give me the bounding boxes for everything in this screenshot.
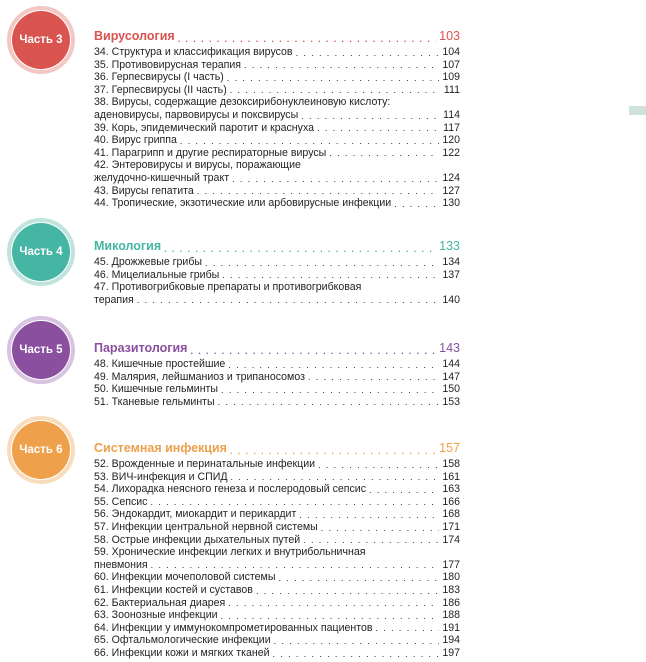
- entry-title: 51. Тканевые гельминты: [94, 395, 215, 408]
- dot-leader: [296, 47, 439, 59]
- entry-title: 55. Сепсис: [94, 495, 148, 508]
- entry-page-number: 144: [442, 358, 460, 370]
- section-heading[interactable]: [94, 238, 460, 255]
- dot-leader: [301, 110, 439, 122]
- entry-title: 62. Бактериальная диарея: [94, 596, 226, 609]
- dot-leader: [303, 534, 439, 546]
- toc-list: [94, 440, 460, 660]
- dot-leader: [321, 522, 439, 534]
- entry-page-number: 197: [442, 646, 460, 659]
- dot-leader: [369, 484, 439, 496]
- part-badge: Часть 4: [12, 223, 70, 281]
- entry-title: 56. Эндокардит, миокардит и перикардит: [94, 508, 297, 521]
- dot-leader: [230, 445, 436, 457]
- toc-list: [94, 28, 460, 210]
- toc-entry[interactable]: [94, 571, 460, 584]
- dot-leader: [273, 648, 439, 660]
- entry-page-number: 191: [442, 621, 460, 634]
- entry-page-number: 107: [442, 58, 460, 71]
- toc-entry[interactable]: [94, 508, 460, 521]
- toc-entry[interactable]: [94, 269, 460, 282]
- dot-leader: [164, 243, 436, 255]
- dot-leader: [376, 622, 440, 634]
- entry-title: 53. ВИЧ-инфекция и СПИД: [94, 470, 228, 483]
- entry-page-number: 137: [442, 268, 460, 281]
- toc-entry[interactable]: [94, 521, 460, 534]
- entry-title: 36. Герпесвирусы (I часть): [94, 71, 224, 84]
- entry-page-number: 163: [442, 483, 460, 496]
- toc-entry[interactable]: [94, 584, 460, 597]
- entry-title: 52. Врожденные и перинатальные инфекции: [94, 458, 316, 470]
- entry-page-number: 150: [442, 383, 460, 396]
- entry-page-number: 114: [443, 108, 460, 121]
- toc-entry[interactable]: [94, 172, 460, 185]
- entry-page-number: 168: [442, 508, 460, 521]
- toc-entry-first-line: 38. Вирусы, содержащие дезоксирибонуклеиновую кислоту:: [94, 96, 391, 109]
- section-page-number: 143: [439, 341, 460, 355]
- entry-page-number: 127: [442, 184, 460, 197]
- section-title: Паразитология: [94, 341, 188, 355]
- toc-entry[interactable]: [94, 59, 460, 72]
- dot-leader: [232, 173, 439, 185]
- entry-title: 58. Острые инфекции дыхательных путей: [94, 533, 301, 546]
- toc-entry[interactable]: [94, 534, 460, 547]
- toc-list: [94, 340, 460, 408]
- toc-entry[interactable]: [94, 109, 460, 122]
- entry-title: 37. Герпесвирусы (II часть): [94, 83, 227, 96]
- toc-entry[interactable]: [94, 471, 460, 484]
- section-page-number: 157: [439, 441, 460, 455]
- dot-leader: [221, 384, 439, 396]
- section-page-number: 133: [439, 239, 460, 253]
- entry-title: 34. Структура и классификация вирусов: [94, 46, 293, 58]
- part-badge: Часть 3: [12, 11, 70, 69]
- entry-page-number: 194: [442, 634, 460, 647]
- dot-leader: [227, 72, 439, 84]
- dot-leader: [222, 269, 439, 281]
- dot-leader: [197, 185, 439, 197]
- dot-leader: [329, 147, 439, 159]
- toc-entry[interactable]: [94, 559, 460, 572]
- dot-leader: [178, 33, 436, 45]
- entry-title: 35. Противовирусная терапия: [94, 58, 242, 71]
- entry-title: 49. Малярия, лейшманиоз и трипаносомоз: [94, 370, 305, 383]
- entry-title: 54. Лихорадка неясного генеза и послеродовый сепсис: [94, 483, 367, 496]
- entry-title: 44. Тропические, экзотические или арбовирусные инфекции: [94, 197, 392, 210]
- dot-leader: [228, 597, 439, 609]
- entry-page-number: 158: [442, 458, 460, 470]
- entry-title: 63. Зоонозные инфекции: [94, 609, 218, 622]
- dot-leader: [221, 610, 439, 622]
- toc-entry[interactable]: [94, 134, 460, 147]
- entry-page-number: 161: [442, 470, 460, 483]
- entry-page-number: 111: [443, 83, 460, 96]
- section-heading[interactable]: [94, 28, 460, 45]
- entry-title: 39. Корь, эпидемический паротит и краснуха: [94, 121, 315, 134]
- entry-title: 61. Инфекции костей и суставов: [94, 583, 253, 596]
- dot-leader: [205, 257, 439, 269]
- entry-page-number: 180: [442, 571, 460, 584]
- dot-leader: [218, 396, 439, 408]
- entry-title: 40. Вирус гриппа: [94, 134, 177, 147]
- entry-page-number: 109: [442, 71, 460, 84]
- toc-entry[interactable]: [94, 622, 460, 635]
- toc-entry[interactable]: [94, 71, 460, 84]
- section-title: Микология: [94, 239, 162, 253]
- dot-leader: [244, 59, 439, 71]
- entry-page-number: 140: [442, 293, 460, 306]
- entry-title: желудочно-кишечный тракт: [94, 171, 230, 184]
- toc-entry-first-line: 59. Хронические инфекции легких и внутрибольничная: [94, 546, 366, 559]
- toc-entry[interactable]: [94, 609, 460, 622]
- section-title: Системная инфекция: [94, 441, 227, 455]
- entry-page-number: 188: [442, 609, 460, 622]
- dot-leader: [231, 471, 439, 483]
- section-heading[interactable]: [94, 340, 460, 357]
- toc-entry[interactable]: [94, 396, 460, 409]
- entry-page-number: 174: [442, 533, 460, 546]
- dot-leader: [137, 294, 439, 306]
- entry-title: 66. Инфекции кожи и мягких тканей: [94, 646, 270, 659]
- toc-entry-first-line: 47. Противогрибковые препараты и противогрибковая: [94, 281, 362, 294]
- dot-leader: [318, 459, 439, 471]
- section-page-number: 103: [439, 29, 460, 43]
- entry-page-number: 166: [442, 495, 460, 508]
- dot-leader: [394, 198, 439, 210]
- toc-entry[interactable]: [94, 371, 460, 384]
- entry-page-number: 147: [442, 370, 460, 383]
- entry-page-number: 186: [442, 596, 460, 609]
- toc-entry[interactable]: [94, 597, 460, 610]
- toc-entry[interactable]: [94, 197, 460, 210]
- page-edge-tab: [629, 106, 646, 115]
- entry-title: пневмония: [94, 558, 148, 571]
- part-badge: Часть 6: [12, 421, 70, 479]
- toc-entry[interactable]: [94, 358, 460, 371]
- dot-leader: [151, 559, 439, 571]
- toc-entry[interactable]: [94, 496, 460, 509]
- toc-entry[interactable]: [94, 84, 460, 97]
- dot-leader: [308, 371, 439, 383]
- section-heading[interactable]: [94, 440, 460, 457]
- dot-leader: [190, 345, 436, 357]
- entry-title: терапия: [94, 293, 134, 306]
- entry-title: 48. Кишечные простейшие: [94, 358, 226, 370]
- toc-entry[interactable]: [94, 147, 460, 160]
- entry-page-number: 120: [442, 134, 460, 147]
- dot-leader: [230, 84, 439, 96]
- entry-title: 45. Дрожжевые грибы: [94, 256, 203, 268]
- entry-page-number: 153: [442, 395, 460, 408]
- entry-title: 46. Мицелиальные грибы: [94, 268, 220, 281]
- toc-entry-first-line: 42. Энтеровирусы и вирусы, поражающие: [94, 159, 301, 172]
- section-title: Вирусология: [94, 29, 175, 43]
- entry-title: 41. Парагрипп и другие респираторные вирусы: [94, 146, 327, 159]
- entry-page-number: 104: [442, 46, 460, 58]
- toc-entry[interactable]: [94, 256, 460, 269]
- toc-entry[interactable]: [94, 647, 460, 660]
- entry-title: 50. Кишечные гельминты: [94, 383, 219, 396]
- entry-page-number: 130: [442, 197, 460, 210]
- entry-page-number: 183: [442, 583, 460, 596]
- dot-leader: [299, 509, 439, 521]
- entry-title: 57. Инфекции центральной нервной системы: [94, 520, 318, 533]
- dot-leader: [228, 359, 439, 371]
- entry-page-number: 124: [442, 171, 460, 184]
- toc-entry[interactable]: [94, 383, 460, 396]
- dot-leader: [317, 122, 439, 134]
- entry-title: аденовирусы, парвовирусы и поксвирусы: [94, 108, 299, 121]
- entry-page-number: 122: [442, 146, 460, 159]
- entry-page-number: 171: [442, 520, 460, 533]
- toc-list: [94, 238, 460, 306]
- dot-leader: [150, 496, 439, 508]
- dot-leader: [274, 635, 439, 647]
- toc-entry[interactable]: [94, 634, 460, 647]
- toc-entry[interactable]: [94, 122, 460, 135]
- entry-title: 60. Инфекции мочеполовой системы: [94, 571, 276, 584]
- entry-page-number: 134: [442, 256, 460, 268]
- entry-page-number: 177: [442, 558, 460, 571]
- entry-title: 43. Вирусы гепатита: [94, 184, 194, 197]
- entry-title: 65. Офтальмологические инфекции: [94, 634, 271, 647]
- entry-page-number: 117: [443, 121, 460, 134]
- dot-leader: [278, 572, 439, 584]
- toc-entry[interactable]: [94, 294, 460, 307]
- toc-entry[interactable]: [94, 185, 460, 198]
- toc-entry[interactable]: [94, 458, 460, 471]
- toc-entry[interactable]: [94, 483, 460, 496]
- entry-title: 64. Инфекции у иммунокомпрометированных пациентов: [94, 621, 373, 634]
- toc-entry[interactable]: [94, 46, 460, 59]
- dot-leader: [256, 585, 439, 597]
- dot-leader: [180, 135, 439, 147]
- part-badge: Часть 5: [12, 321, 70, 379]
